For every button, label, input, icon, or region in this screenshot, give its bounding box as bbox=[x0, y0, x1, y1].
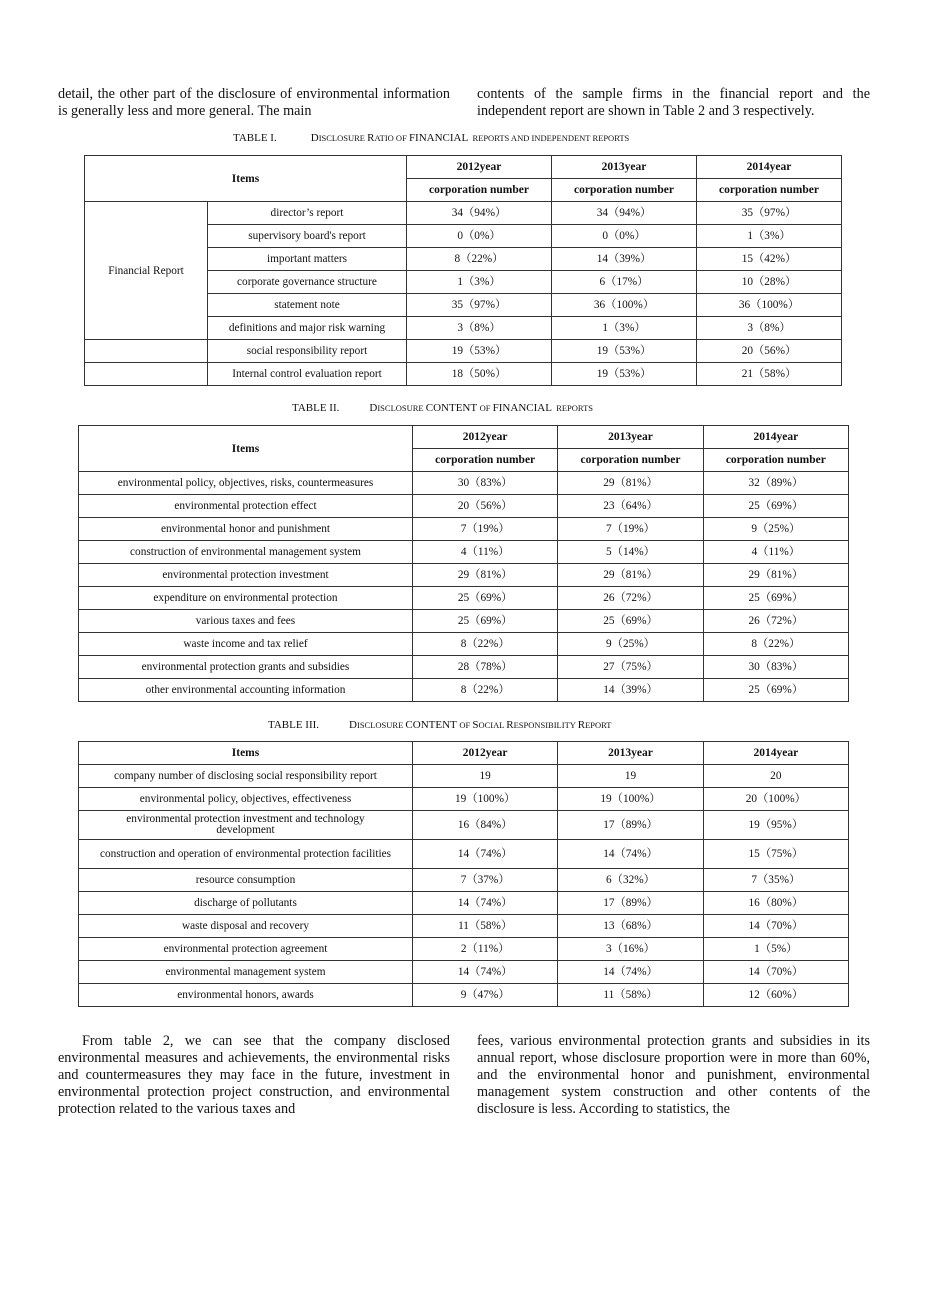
cell: 9（25%） bbox=[703, 518, 848, 541]
caption-part: REPORTS AND INDEPENDENT REPORTS bbox=[468, 133, 630, 143]
table-row bbox=[79, 656, 849, 679]
items-header: Items bbox=[85, 156, 407, 202]
cell: 14（39%） bbox=[558, 679, 703, 702]
cell: 17（89%） bbox=[558, 892, 703, 915]
row-label: discharge of pollutants bbox=[79, 892, 413, 915]
table-row bbox=[79, 840, 849, 869]
subheader: corporation number bbox=[697, 179, 842, 202]
cell: 35（97%） bbox=[697, 202, 842, 225]
cell: 8（22%） bbox=[407, 248, 552, 271]
row-label: construction of environmental management system bbox=[79, 541, 413, 564]
year-header: 2013year bbox=[558, 426, 703, 449]
row-label: environmental honors, awards bbox=[79, 984, 413, 1007]
table-row bbox=[79, 610, 849, 633]
table2-number: TABLE II. bbox=[292, 402, 340, 414]
table3-number: TABLE III. bbox=[268, 719, 320, 731]
items-header: Items bbox=[79, 742, 413, 765]
cell: 19（100%） bbox=[558, 788, 703, 811]
row-label: other environmental accounting information bbox=[79, 679, 413, 702]
cell: 14（39%） bbox=[552, 248, 697, 271]
table-row bbox=[79, 587, 849, 610]
empty-cell bbox=[85, 340, 208, 363]
cell: 25（69%） bbox=[558, 610, 703, 633]
caption-part: OCIAL bbox=[478, 720, 507, 730]
table3 bbox=[78, 741, 849, 1007]
cell: 0（0%） bbox=[552, 225, 697, 248]
cell: 30（83%） bbox=[703, 656, 848, 679]
caption-part: CONTENT bbox=[405, 719, 460, 731]
table-row bbox=[79, 938, 849, 961]
table-row bbox=[85, 340, 842, 363]
row-label: environmental honor and punishment bbox=[79, 518, 413, 541]
caption-part: R bbox=[577, 719, 586, 731]
row-label: statement note bbox=[208, 294, 407, 317]
caption-part: ISCLOSURE bbox=[357, 720, 406, 730]
subheader: corporation number bbox=[558, 449, 703, 472]
cell: 19（53%） bbox=[407, 340, 552, 363]
caption-part: R bbox=[367, 132, 375, 144]
empty-cell bbox=[85, 363, 208, 386]
subheader: corporation number bbox=[407, 179, 552, 202]
table3-caption bbox=[0, 719, 926, 731]
table-row bbox=[79, 984, 849, 1007]
cell: 14（74%） bbox=[413, 892, 558, 915]
caption-part: ISCLOSURE bbox=[318, 133, 368, 143]
year-header: 2012year bbox=[413, 742, 558, 765]
caption-part: D bbox=[310, 132, 319, 144]
cell: 20（56%） bbox=[697, 340, 842, 363]
cell: 19（95%） bbox=[703, 811, 848, 840]
table-row bbox=[79, 472, 849, 495]
cell: 26（72%） bbox=[703, 610, 848, 633]
caption-part: D bbox=[349, 719, 357, 731]
cell: 34（94%） bbox=[552, 202, 697, 225]
cell: 19（53%） bbox=[552, 340, 697, 363]
row-label: environmental management system bbox=[79, 961, 413, 984]
row-label: various taxes and fees bbox=[79, 610, 413, 633]
cell: 7（19%） bbox=[558, 518, 703, 541]
table-row bbox=[79, 869, 849, 892]
cell: 30（83%） bbox=[413, 472, 558, 495]
row-label: waste disposal and recovery bbox=[79, 915, 413, 938]
cell: 20（100%） bbox=[703, 788, 848, 811]
cell: 16（84%） bbox=[413, 811, 558, 840]
caption-part: ESPONSIBILITY bbox=[513, 720, 578, 730]
cell: 20（56%） bbox=[413, 495, 558, 518]
cell: 20 bbox=[703, 765, 848, 788]
cell: 25（69%） bbox=[703, 587, 848, 610]
cell: 2（11%） bbox=[413, 938, 558, 961]
row-label: resource consumption bbox=[79, 869, 413, 892]
cell: 26（72%） bbox=[558, 587, 703, 610]
cell: 5（14%） bbox=[558, 541, 703, 564]
year-header: 2012year bbox=[413, 426, 558, 449]
row-label: expenditure on environmental protection bbox=[79, 587, 413, 610]
cell: 3（8%） bbox=[407, 317, 552, 340]
cell: 25（69%） bbox=[413, 587, 558, 610]
row-label: environmental protection agreement bbox=[79, 938, 413, 961]
cell: 1（5%） bbox=[703, 938, 848, 961]
cell: 3（8%） bbox=[697, 317, 842, 340]
cell: 28（78%） bbox=[413, 656, 558, 679]
body-text: detail, the other part of the disclosure of environmental information is generally less and more general. The main bbox=[58, 86, 450, 119]
caption-part: ISCLOSURE bbox=[377, 403, 426, 413]
caption-part: OF bbox=[459, 720, 473, 730]
table-row bbox=[79, 679, 849, 702]
paragraph-bottom-left bbox=[58, 1033, 450, 1118]
cell: 29（81%） bbox=[703, 564, 848, 587]
caption-part: R bbox=[506, 719, 514, 731]
caption-part: REPORTS bbox=[551, 403, 593, 413]
cell: 9（47%） bbox=[413, 984, 558, 1007]
cell: 19 bbox=[413, 765, 558, 788]
table-row bbox=[85, 363, 842, 386]
table2 bbox=[78, 425, 849, 702]
row-label: environmental policy, objectives, effectiveness bbox=[79, 788, 413, 811]
cell: 8（22%） bbox=[703, 633, 848, 656]
row-label: company number of disclosing social responsibility report bbox=[79, 765, 413, 788]
cell: 7（37%） bbox=[413, 869, 558, 892]
table-row bbox=[79, 892, 849, 915]
year-header: 2014year bbox=[697, 156, 842, 179]
cell: 15（42%） bbox=[697, 248, 842, 271]
cell: 19 bbox=[558, 765, 703, 788]
cell: 36（100%） bbox=[552, 294, 697, 317]
table-row bbox=[85, 202, 842, 225]
paragraph-top-left bbox=[58, 86, 450, 120]
group-label: Financial Report bbox=[85, 202, 208, 340]
cell: 29（81%） bbox=[558, 564, 703, 587]
subheader: corporation number bbox=[413, 449, 558, 472]
cell: 11（58%） bbox=[558, 984, 703, 1007]
body-text: fees, various environmental protection grants and subsidies in its annual report, whose disclosure proportion were in more than 60%, and the environmental honor and punishment, environmental management system construction and other contents of the disclosure is less. According to statistics, the bbox=[477, 1033, 870, 1117]
cell: 6（32%） bbox=[558, 869, 703, 892]
cell: 7（35%） bbox=[703, 869, 848, 892]
table1-number: TABLE I. bbox=[233, 132, 277, 144]
items-header: Items bbox=[79, 426, 413, 472]
table-row bbox=[79, 765, 849, 788]
table-row bbox=[79, 961, 849, 984]
cell: 29（81%） bbox=[413, 564, 558, 587]
cell: 8（22%） bbox=[413, 633, 558, 656]
cell: 36（100%） bbox=[697, 294, 842, 317]
row-label: corporate governance structure bbox=[208, 271, 407, 294]
year-header: 2014year bbox=[703, 742, 848, 765]
cell: 1（3%） bbox=[407, 271, 552, 294]
cell: 14（74%） bbox=[413, 961, 558, 984]
cell: 19（53%） bbox=[552, 363, 697, 386]
cell: 23（64%） bbox=[558, 495, 703, 518]
cell: 19（100%） bbox=[413, 788, 558, 811]
row-label: environmental protection investment bbox=[79, 564, 413, 587]
paragraph-top-right bbox=[477, 86, 870, 120]
year-header: 2014year bbox=[703, 426, 848, 449]
table-row bbox=[79, 495, 849, 518]
cell: 35（97%） bbox=[407, 294, 552, 317]
cell: 14（70%） bbox=[703, 961, 848, 984]
paragraph-bottom-right bbox=[477, 1033, 870, 1118]
cell: 11（58%） bbox=[413, 915, 558, 938]
caption-part: D bbox=[369, 402, 378, 414]
caption-part: CONTENT bbox=[425, 402, 480, 414]
cell: 4（11%） bbox=[703, 541, 848, 564]
cell: 7（19%） bbox=[413, 518, 558, 541]
cell: 10（28%） bbox=[697, 271, 842, 294]
caption-part: FINANCIAL bbox=[408, 132, 469, 144]
table-row bbox=[79, 915, 849, 938]
caption-part: OF bbox=[479, 403, 493, 413]
year-header: 2013year bbox=[558, 742, 703, 765]
table1-caption bbox=[0, 132, 926, 144]
cell: 16（80%） bbox=[703, 892, 848, 915]
cell: 32（89%） bbox=[703, 472, 848, 495]
cell: 8（22%） bbox=[413, 679, 558, 702]
row-label: important matters bbox=[208, 248, 407, 271]
body-text: contents of the sample firms in the financial report and the independent report are shown in Table 2 and 3 respectively. bbox=[477, 86, 870, 119]
year-header: 2012year bbox=[407, 156, 552, 179]
cell: 27（75%） bbox=[558, 656, 703, 679]
cell: 21（58%） bbox=[697, 363, 842, 386]
cell: 34（94%） bbox=[407, 202, 552, 225]
cell: 4（11%） bbox=[413, 541, 558, 564]
cell: 1（3%） bbox=[697, 225, 842, 248]
cell: 18（50%） bbox=[407, 363, 552, 386]
row-label: director’s report bbox=[208, 202, 407, 225]
caption-part: S bbox=[472, 719, 479, 731]
row-label: environmental protection investment and technology development bbox=[79, 811, 413, 840]
cell: 14（74%） bbox=[413, 840, 558, 869]
cell: 15（75%） bbox=[703, 840, 848, 869]
cell: 25（69%） bbox=[703, 495, 848, 518]
cell: 12（60%） bbox=[703, 984, 848, 1007]
cell: 29（81%） bbox=[558, 472, 703, 495]
row-label: environmental protection grants and subsidies bbox=[79, 656, 413, 679]
row-label: environmental policy, objectives, risks, countermeasures bbox=[79, 472, 413, 495]
cell: 13（68%） bbox=[558, 915, 703, 938]
table2-caption bbox=[0, 402, 926, 414]
cell: 25（69%） bbox=[413, 610, 558, 633]
row-label: construction and operation of environmental protection facilities bbox=[79, 840, 413, 869]
caption-part: EPORT bbox=[585, 720, 612, 730]
table-row bbox=[79, 564, 849, 587]
cell: 0（0%） bbox=[407, 225, 552, 248]
body-text: From table 2, we can see that the company disclosed environmental measures and achievements, the environmental risks and countermeasures they may face in the future, investment in environmental protection project construction, and environmental protection related to the various taxes and bbox=[58, 1033, 450, 1117]
caption-part: FINANCIAL bbox=[492, 402, 552, 414]
table-row bbox=[79, 518, 849, 541]
table-row bbox=[79, 633, 849, 656]
cell: 3（16%） bbox=[558, 938, 703, 961]
row-label: Internal control evaluation report bbox=[208, 363, 407, 386]
cell: 14（70%） bbox=[703, 915, 848, 938]
table-row bbox=[79, 788, 849, 811]
table-row bbox=[79, 811, 849, 840]
cell: 1（3%） bbox=[552, 317, 697, 340]
row-label: supervisory board's report bbox=[208, 225, 407, 248]
cell: 25（69%） bbox=[703, 679, 848, 702]
subheader: corporation number bbox=[552, 179, 697, 202]
table-row bbox=[79, 541, 849, 564]
year-header: 2013year bbox=[552, 156, 697, 179]
row-label: social responsibility report bbox=[208, 340, 407, 363]
table1 bbox=[84, 155, 842, 386]
cell: 9（25%） bbox=[558, 633, 703, 656]
cell: 14（74%） bbox=[558, 840, 703, 869]
row-label: waste income and tax relief bbox=[79, 633, 413, 656]
cell: 17（89%） bbox=[558, 811, 703, 840]
row-label: definitions and major risk warning bbox=[208, 317, 407, 340]
subheader: corporation number bbox=[703, 449, 848, 472]
caption-part: ATIO OF bbox=[374, 133, 409, 143]
cell: 14（74%） bbox=[558, 961, 703, 984]
cell: 6（17%） bbox=[552, 271, 697, 294]
row-label: environmental protection effect bbox=[79, 495, 413, 518]
